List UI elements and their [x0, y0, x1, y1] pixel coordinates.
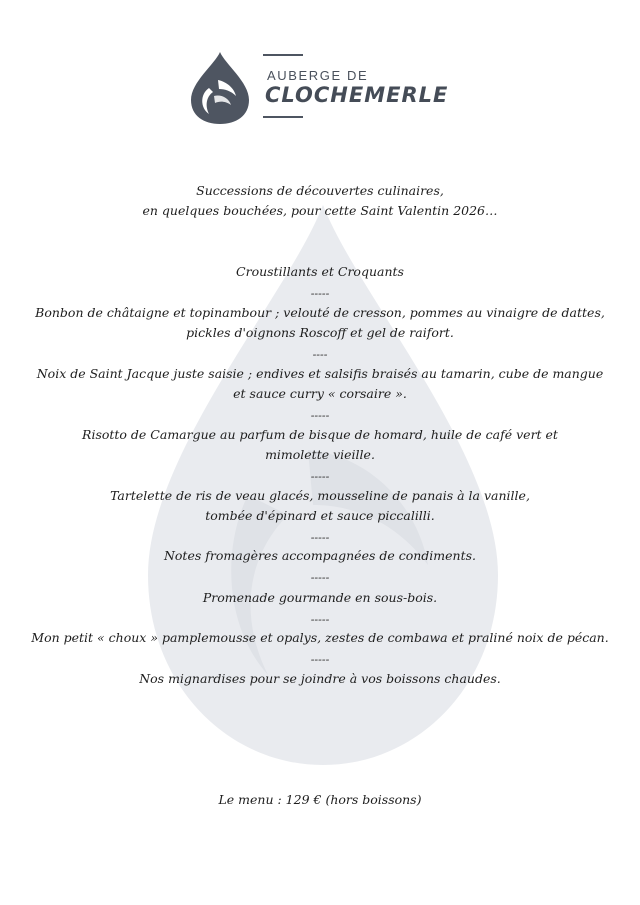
menu-item-3-line-2: mimolette vieille. [265, 447, 375, 462]
separator: ----- [310, 470, 330, 483]
menu-item-7: Mon petit « choux » pamplemousse et opalys, zestes de combawa et praliné noix de pécan. [31, 630, 609, 645]
menu-item-8: Nos mignardises pour se joindre à vos boissons chaudes. [139, 671, 501, 686]
separator: ----- [310, 613, 330, 626]
menu-item-1-line-1: Bonbon de châtaigne et topinambour ; velouté de cresson, pommes au vinaigre de dattes, [35, 305, 605, 320]
separator: ----- [310, 653, 330, 666]
water-drop-icon [187, 50, 253, 126]
logo-divider-top [263, 54, 303, 56]
menu-item-3-line-1: Risotto de Camargue au parfum de bisque de homard, huile de café vert et [82, 427, 558, 442]
logo-divider-bottom [263, 116, 303, 118]
separator: ---- [312, 348, 328, 361]
intro-line-2: en quelques bouchées, pour cette Saint Valentin 2026… [142, 203, 498, 218]
menu-item-6: Promenade gourmande en sous-bois. [202, 590, 438, 605]
menu-price: Le menu : 129 € (hors boissons) [218, 792, 422, 807]
separator: ----- [310, 571, 330, 584]
logo [187, 50, 457, 126]
logo-line2: CLOCHEMERLE [265, 83, 449, 107]
intro-line-1: Successions de découvertes culinaires, [196, 183, 444, 198]
menu-item-4-line-2: tombée d'épinard et sauce piccalilli. [205, 508, 435, 523]
menu-item-4-line-1: Tartelette de ris de veau glacés, mousseline de panais à la vanille, [110, 488, 530, 503]
menu-item-1-line-2: pickles d'oignons Roscoff et gel de raifort. [186, 325, 454, 340]
menu-item-5: Notes fromagères accompagnées de condiments. [163, 548, 477, 563]
menu-item-2-line-2: et sauce curry « corsaire ». [233, 386, 407, 401]
section-title: Croustillants et Croquants [236, 264, 404, 279]
separator: ----- [310, 531, 330, 544]
menu-item-2-line-1: Noix de Saint Jacque juste saisie ; endives et salsifis braisés au tamarin, cube de mangue [36, 366, 604, 381]
separator: ----- [310, 287, 330, 300]
logo-line1: AUBERGE DE [267, 68, 369, 83]
separator: ----- [310, 409, 330, 422]
